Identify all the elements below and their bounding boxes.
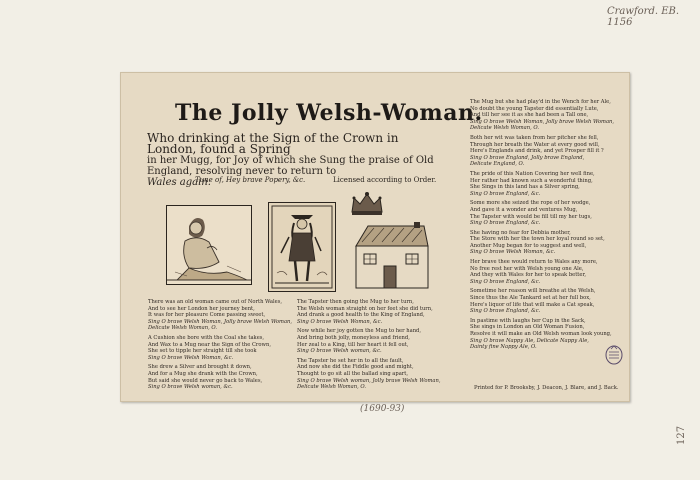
verse-line: Delicate Welsh Woman, O. [148,325,217,332]
date-note: (1690-93) [360,404,405,414]
verse-line: Her zeal to a King, till her heart it fell out, [297,341,409,348]
subtitle-line-2: in her Mugg, for Joy of which she Sung the praise of Old England, resolving never to return to [147,155,434,177]
verse-line: It was for her pleasure Come passing sweet, [148,312,266,319]
verse-line: Here's liquor of life that will make a Cat speak, [470,301,595,308]
verse-line: Since thus the Ale Tankard set at her full box, [470,295,591,302]
verse-line: Sing O brave Welsh woman, &c. [297,348,382,355]
verse-line: Sing O brave Welsh Woman, &c. [297,318,383,325]
verse-line: The Tapster with would be fill till my her tugs, [470,213,592,220]
subtitle-line-1: Who drinking at the Sign of the Crown in London, found a Spring [147,131,399,156]
library-stamp-icon [604,344,624,366]
verse-line: Sing O brave Nappy Ale, Delicate Nappy Ale, [470,337,589,344]
verse-line: And gave it a wonder and ventures Mug, [470,206,578,213]
verse-line: Her rather had known such a wonderful thing, [470,177,593,184]
verse-line: She drew a Silver and brought it down, [148,364,252,371]
tune-line: Tune of, Hey brave Popery, &c. [195,176,306,184]
verse-line: Sing O brave England, &c. [470,278,541,285]
verse-line: Delicate England, O. [470,161,525,168]
verse-line: She Sings in this land has a Silver spring, [470,184,580,191]
verse-line: Sing O brave England, &c. [470,308,541,315]
verse-line: Thought to go sit all the ballad sing apart, [297,370,409,377]
shelfmark-note: Crawford. EB. 1156 [607,6,680,28]
verse-line: But said she would never go back to Wales, [148,377,263,384]
verse-line: A Cushion she bore with the Coal she takes, [148,334,265,341]
verse-line: Sing O brave Welsh woman, &c. [148,384,233,391]
verse-line: And bring both jolly, moneyless and friend, [297,334,410,341]
verse-line: And till her see it as she had been a Tall one, [470,112,589,119]
verse-line: The Tapster he set her in to all the fault, [297,357,404,364]
verse-line: And to see her London her journey bent, [148,305,255,312]
verse-line: And now she did the Fiddle good and might, [297,364,414,371]
house-woodcut [350,222,430,292]
verse-line: The Store with her the town her loyal round so set, [470,236,605,243]
crown-icon [348,190,386,218]
page-number: 127 [676,425,687,445]
verse-line: Dainty fine Nappy Ale, O. [470,344,537,351]
verse-line: Delicate Welsh Woman, O. [470,125,539,132]
verse-line: Here's Englands and drink, and yet Prosper fill it ? [470,148,604,155]
ballad-title: The Jolly Welsh-Woman. [175,100,483,126]
verse-line: She having no fear for Debbia mother, [470,229,571,236]
verse-line: Resolve it will make an Old Welsh woman look young, [470,331,612,337]
verse-line: Sometime her reason will breathe at the Welsh, [470,288,596,295]
verse-line: Now while her joy gotten the Mug to her hand, [297,328,422,335]
verse-line: There was an old woman came out of North Wales, [148,299,283,305]
verse-line: Sing O brave Welsh Woman, Jolly brave Welsh Woman, [470,118,615,125]
verse-line: She sings in London an Old Woman Fusion, [470,324,585,331]
verse-column-3 [470,99,625,351]
gentleman-standing-woodcut [268,202,336,292]
verse-line: And Wax to a Mug near the Sign of the Crown, [148,341,271,348]
verse-line: Some more she seized the rope of her wodge, [470,200,591,207]
verse-line: Sing O brave England, &c. [470,220,541,227]
verse-line: Her brave thee would return to Wales any more, [470,259,598,266]
verse-line: Sing O brave England, &c. [470,190,541,197]
verse-line: The pride of this Nation Covering her well fine, [470,170,595,177]
verse-line: In pastime with laughs her Cup in the Sack, [470,317,586,324]
verse-line: And for a Mug she drank with the Crown, [148,370,258,377]
subtitle-line-3: Wales again. [147,177,211,188]
verse-line: She set to tipple her straight till she took [148,348,257,355]
verse-line: Another Mug began for to suggest and well, [470,242,587,249]
verse-line: No free rest her with Welsh young one Ale, [470,265,584,272]
verse-line: Sing O brave Welsh Woman, Jolly brave Welsh Woman, [148,318,293,325]
verse-line: The Mug but she had play'd in the Wench for her Ale, [470,99,611,105]
verse-line: Delicate Welsh Woman, O. [297,384,366,391]
verse-line: Sing O brave Welsh Woman, &c. [470,249,556,256]
license-line: Licensed according to Order. [333,176,437,184]
verse-column-2 [297,299,447,391]
verse-column-1 [148,299,293,391]
verse-line: And drank a good health to the King of England, [297,312,425,319]
woman-seated-woodcut [166,205,252,285]
verse-line: Through her breath the Water at every good will, [470,141,600,148]
verse-line: Sing O brave England, Jolly brave England, [470,154,585,161]
printers-imprint: Printed for P. Brooksby, J. Deacon, J. Blare, and J. Back. [474,385,619,391]
verse-line: The Tapster then going the Mug to her turn, [297,299,414,305]
verse-line: Sing O brave Welsh Woman, &c. [148,354,234,361]
verse-line: The Welsh woman straight on her feet she did turn, [297,305,433,312]
verse-line: No doubt the young Tapster did essentially Lute, [470,105,599,112]
verse-line: And they with Wales for her to speak better, [470,272,587,279]
verse-line: Both her wit was taken from her pitcher she fell, [470,134,599,141]
verse-line: Sing O brave Welsh woman, Jolly brave Welsh Woman, [297,377,441,384]
